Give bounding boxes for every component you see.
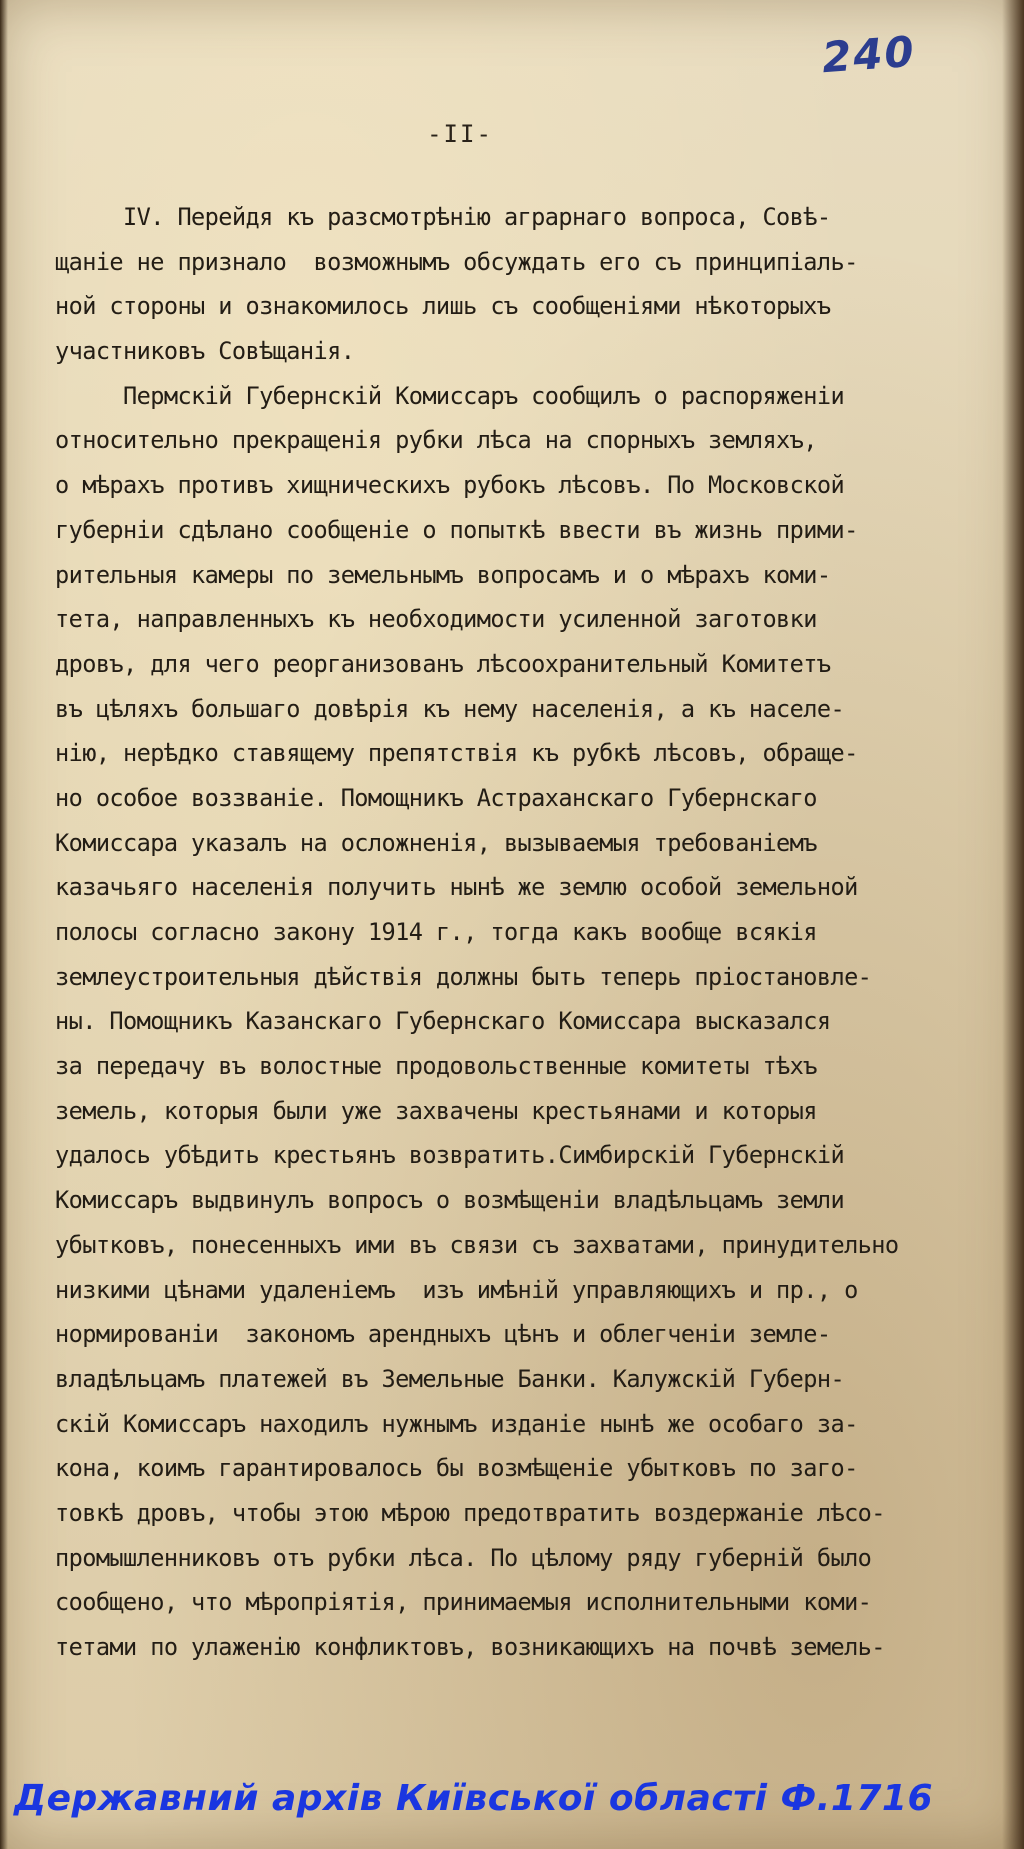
text-line: земель, которыя были уже захвачены крестьянами и которыя <box>55 1096 817 1125</box>
archive-folio-number: 240 <box>820 26 918 83</box>
text-line: низкими цѣнами удаленіемъ изъ имѣній управляющихъ и пр., о <box>55 1275 858 1304</box>
text-line: IV. Перейдя къ разсмотрѣнію аграрнаго вопроса, Совѣ- <box>55 203 831 231</box>
text-line: тета, направленныхъ къ необходимости усиленной заготовки <box>55 605 817 634</box>
text-line: кона, коимъ гарантировалось бы возмѣщеніе убытковъ по заго- <box>55 1454 858 1483</box>
text-line: товкѣ дровъ, чтобы этою мѣрою предотвратить воздержаніе лѣсо- <box>55 1498 885 1527</box>
text-line: тетами по улаженію конфликтовъ, возникающихъ на почвѣ земель- <box>55 1633 885 1661</box>
text-line: щаніе не признало возможнымъ обсуждать его съ принципіаль- <box>55 247 858 276</box>
text-line: нію, нерѣдко ставящему препятствія къ рубкѣ лѣсовъ, обраще- <box>55 739 858 768</box>
text-line: участниковъ Совѣщанія. <box>55 337 355 366</box>
text-line: дровъ, для чего реорганизованъ лѣсоохранительный Комитетъ <box>55 649 831 678</box>
text-line: но особое воззваніе. Помощникъ Астраханскаго Губернскаго <box>55 783 817 812</box>
text-line: владѣльцамъ платежей въ Земельные Банки. Калужскій Губерн- <box>55 1364 845 1393</box>
text-line: скій Комиссаръ находилъ нужнымъ изданіе нынѣ же особаго за- <box>55 1409 858 1438</box>
archive-watermark: Державний архів Київської області Ф.1716 <box>14 1778 934 1819</box>
text-line: Пермскій Губернскій Комиссаръ сообщилъ о распоряженіи <box>55 381 845 410</box>
text-line: Комиссаръ выдвинулъ вопросъ о возмѣщеніи владѣльцамъ земли <box>55 1186 845 1215</box>
page-number: -II- <box>427 120 493 148</box>
text-line: за передачу въ волостные продовольственные комитеты тѣхъ <box>55 1052 817 1081</box>
text-line: губерніи сдѣлано сообщеніе о попыткѣ ввести въ жизнь прими- <box>55 515 858 544</box>
text-line: землеустроительныя дѣйствія должны быть теперь пріостановле- <box>55 962 872 991</box>
text-line: ной стороны и ознакомилось лишь съ сообщеніями нѣкоторыхъ <box>55 292 831 321</box>
text-line: сообщено, что мѣропріятія, принимаемыя исполнительными коми- <box>55 1588 872 1617</box>
typewritten-body-text <box>55 195 985 1670</box>
text-line: убытковъ, понесенныхъ ими въ связи съ захватами, принудительно <box>55 1230 899 1259</box>
page-edge-shadow-left <box>0 0 8 1849</box>
page-edge-shadow-right <box>1002 0 1024 1849</box>
text-line: полосы согласно закону 1914 г., тогда какъ вообще всякія <box>55 918 817 946</box>
text-line: удалось убѣдить крестьянъ возвратить.Симбирскій Губернскій <box>55 1141 845 1170</box>
text-line: въ цѣляхъ большаго довѣрія къ нему населенія, а къ населе- <box>55 694 845 723</box>
text-line: относительно прекращенія рубки лѣса на спорныхъ земляхъ, <box>55 426 817 455</box>
text-line: промышленниковъ отъ рубки лѣса. По цѣлому ряду губерній было <box>55 1543 872 1572</box>
text-line: нормированіи закономъ арендныхъ цѣнъ и облегченіи земле- <box>55 1320 831 1349</box>
text-line: о мѣрахъ противъ хищническихъ рубокъ лѣсовъ. По Московской <box>55 471 845 500</box>
text-line: ны. Помощникъ Казанскаго Губернскаго Комиссара высказался <box>55 1007 831 1036</box>
text-line: Комиссара указалъ на осложненія, вызываемыя требованіемъ <box>55 828 817 857</box>
text-line: казачьяго населенія получить нынѣ же землю особой земельной <box>55 873 858 902</box>
text-line: рительныя камеры по земельнымъ вопросамъ и о мѣрахъ коми- <box>55 560 831 589</box>
